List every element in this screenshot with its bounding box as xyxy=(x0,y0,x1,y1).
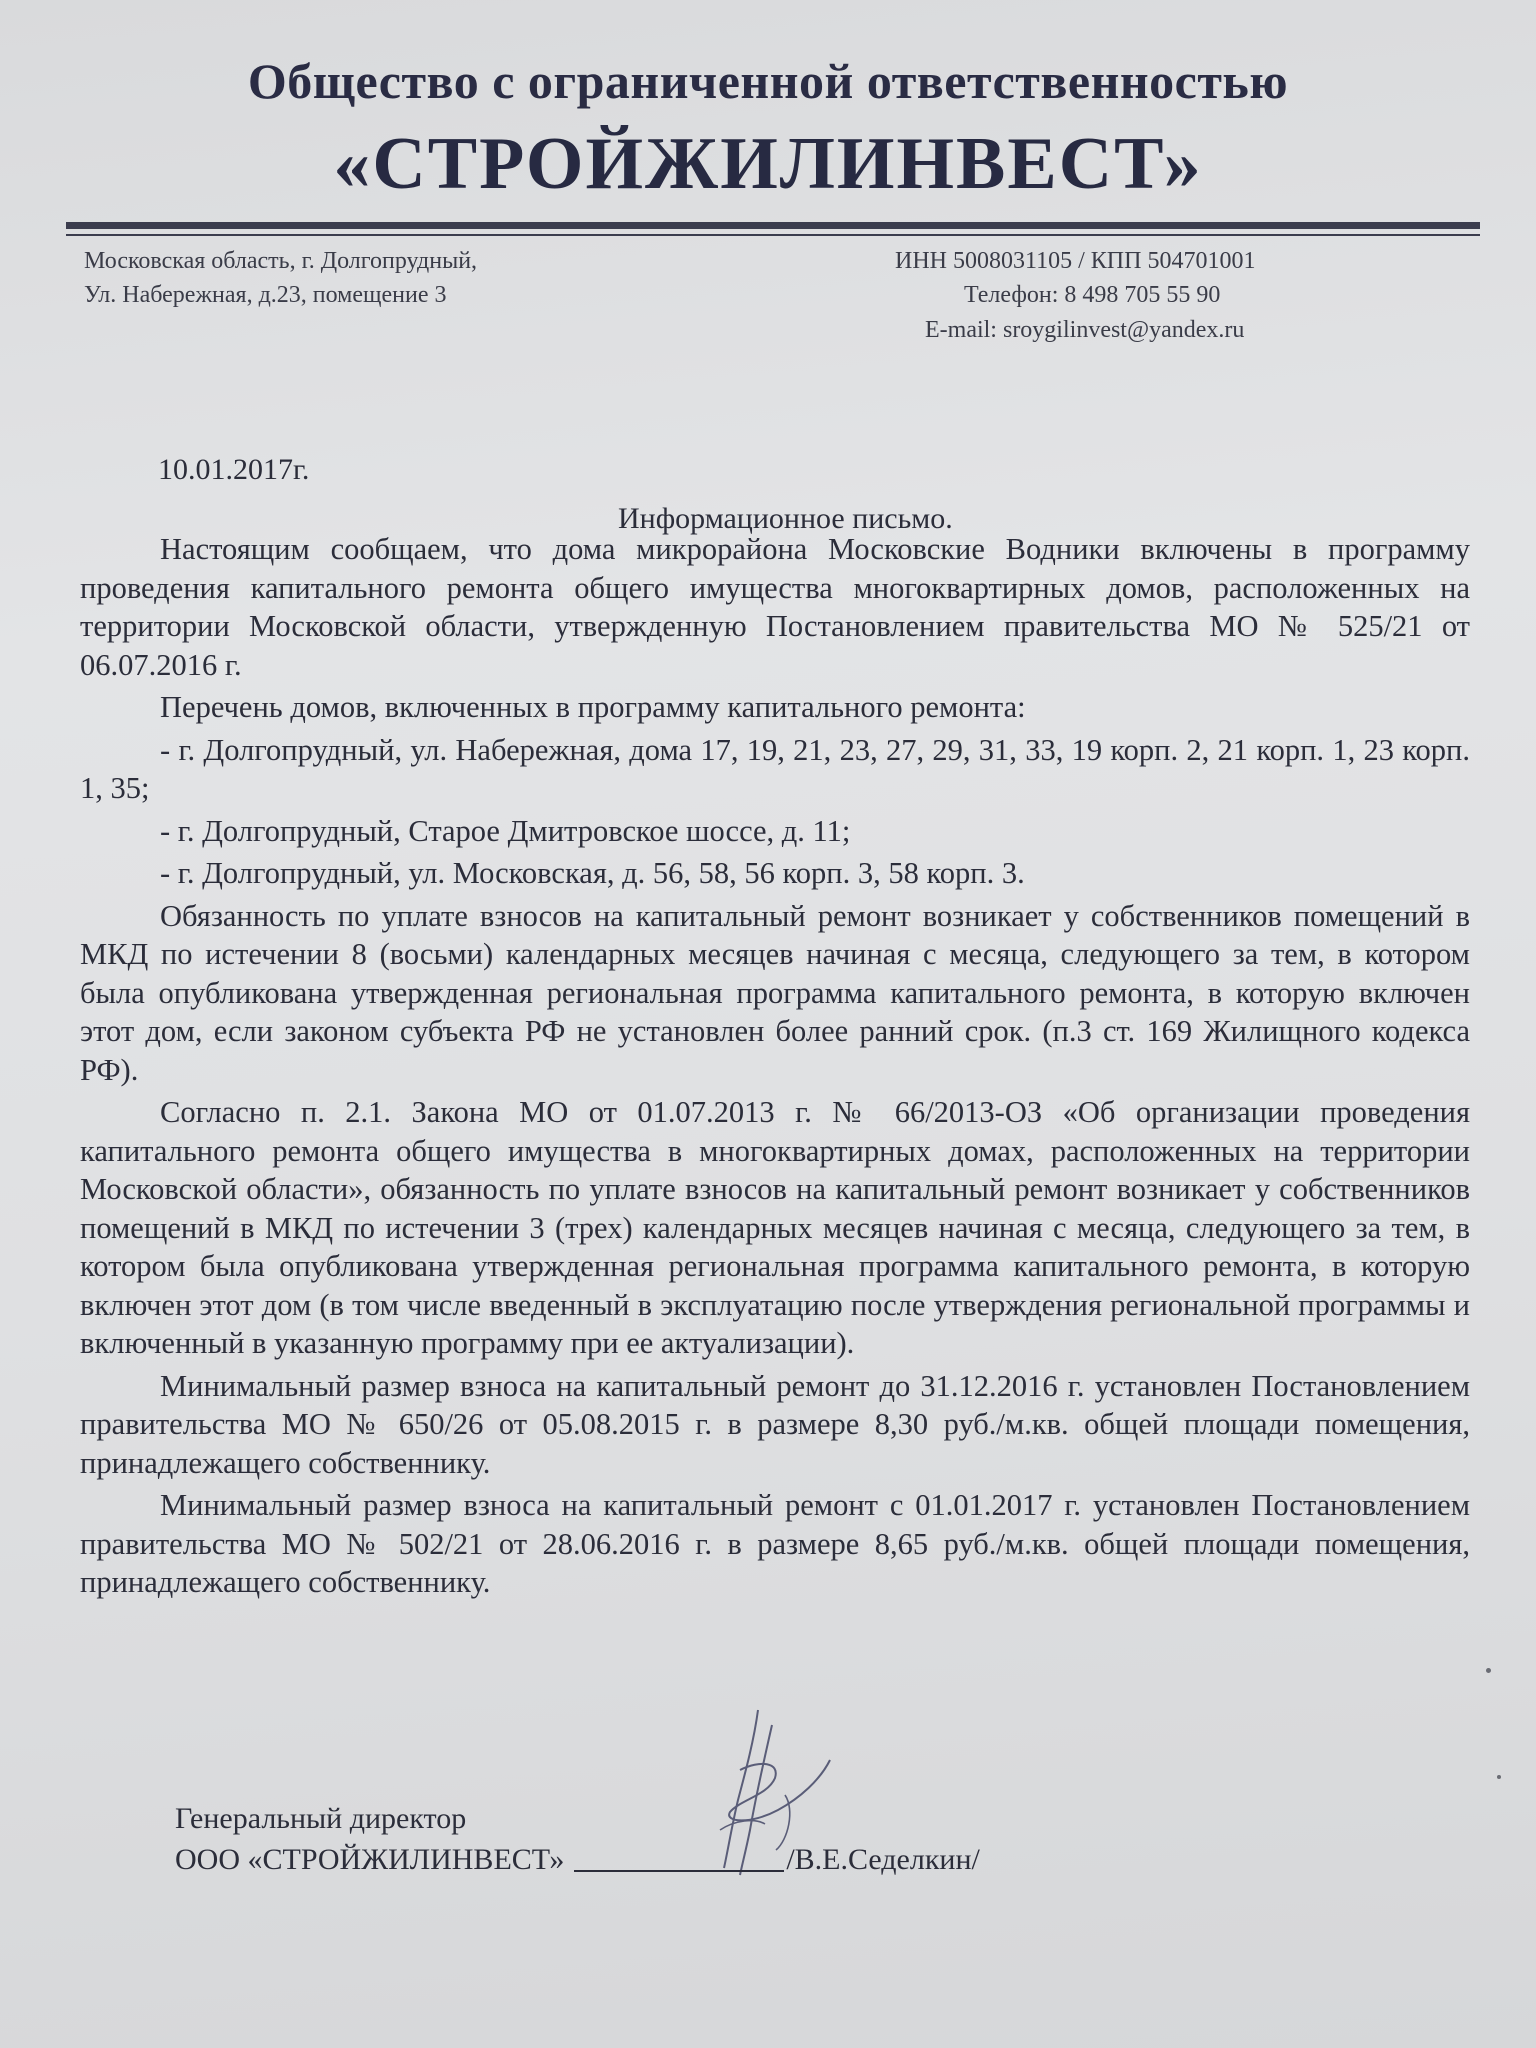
letter-body xyxy=(80,530,1470,1602)
address-line-2: Ул. Набережная, д.23, помещение 3 xyxy=(84,282,447,308)
letter-date: 10.01.2017г. xyxy=(158,453,310,486)
header-rule-thick xyxy=(66,222,1480,229)
email: E-mail: sroygilinvest@yandex.ru xyxy=(925,317,1245,343)
signatory-org: ООО «СТРОЙЖИЛИНВЕСТ» xyxy=(175,1843,565,1876)
signature-line xyxy=(574,1840,784,1872)
signatory-position: Генеральный директор xyxy=(175,1802,467,1835)
signatory-line xyxy=(175,1840,980,1877)
paragraph: Обязанность по уплате взносов на капитальный ремонт возникает у собственников помещений в МКД по истечении 8 (восьми) календарных месяцев начиная с месяца, следующего за тем, в котором была опубликована утвержденная региональная программа капитального ремонта, в которую включен этот дом, если законом субъекта РФ не установлен более ранний срок. (п.3 ст. 169 Жилищного кодекса РФ). xyxy=(80,898,1470,1087)
org-name-heading: «СТРОЙЖИЛИНВЕСТ» xyxy=(333,123,1203,205)
speck xyxy=(1497,1775,1501,1779)
speck xyxy=(1486,1668,1491,1673)
list-item: - г. Долгопрудный, ул. Набережная, дома 17, 19, 21, 23, 27, 29, 31, 33, 19 корп. 2, 21 корп. 1, 23 корп. 1, 35; xyxy=(80,732,1470,805)
list-item: - г. Долгопрудный, Старое Дмитровское шоссе, д. 11; xyxy=(160,813,851,848)
paragraph: Настоящим сообщаем, что дома микрорайона Московские Водники включены в программу проведения капитального ремонта общего имущества многоквартирных домов, расположенных на территории Московской области, утвержденную Постановлением правительства МО № 525/21 от 06.07.2016 г. xyxy=(80,532,1470,682)
paragraph: Минимальный размер взноса на капитальный ремонт до 31.12.2016 г. установлен Постановлением правительства МО № 650/26 от 05.08.2015 г. в размере 8,30 руб./м.кв. общей площади помещения, принадлежащего собственнику. xyxy=(80,1368,1470,1480)
paragraph: Согласно п. 2.1. Закона МО от 01.07.2013 г. № 66/2013-ОЗ «Об организации проведения капитального ремонта общего имущества в многоквартирных домах, расположенных на территории Московской области», обязанность по уплате взносов на капитальный ремонт возникает у собственников помещений в МКД по истечении 3 (трех) календарных месяцев начиная с месяца, следующего за тем, в котором была опубликована утвержденная региональная программа капитального ремонта, в которую включен этот дом (в том числе введенный в эксплуатацию после утверждения региональной программы и включенный в указанную программу при ее актуализации). xyxy=(80,1095,1470,1360)
signatory-name: /В.Е.Седелкин/ xyxy=(786,1843,980,1876)
paragraph: Минимальный размер взноса на капитальный ремонт с 01.01.2017 г. установлен Постановлением правительства МО № 502/21 от 28.06.2016 г. в размере 8,65 руб./м.кв. общей площади помещения, принадлежащего собственнику. xyxy=(80,1488,1470,1599)
phone: Телефон: 8 498 705 55 90 xyxy=(964,282,1221,308)
letter-title: Информационное письмо. xyxy=(618,502,953,535)
org-type-heading: Общество с ограниченной ответственностью xyxy=(247,53,1289,109)
paragraph: Перечень домов, включенных в программу капитального ремонта: xyxy=(160,690,1026,724)
list-item: - г. Долгопрудный, ул. Московская, д. 56, 58, 56 корп. 3, 58 корп. 3. xyxy=(160,856,1025,890)
inn-kpp: ИНН 5008031105 / КПП 504701001 xyxy=(895,248,1256,274)
header-rule-thin xyxy=(66,234,1480,236)
address-line-1: Московская область, г. Долгопрудный, xyxy=(84,248,478,274)
